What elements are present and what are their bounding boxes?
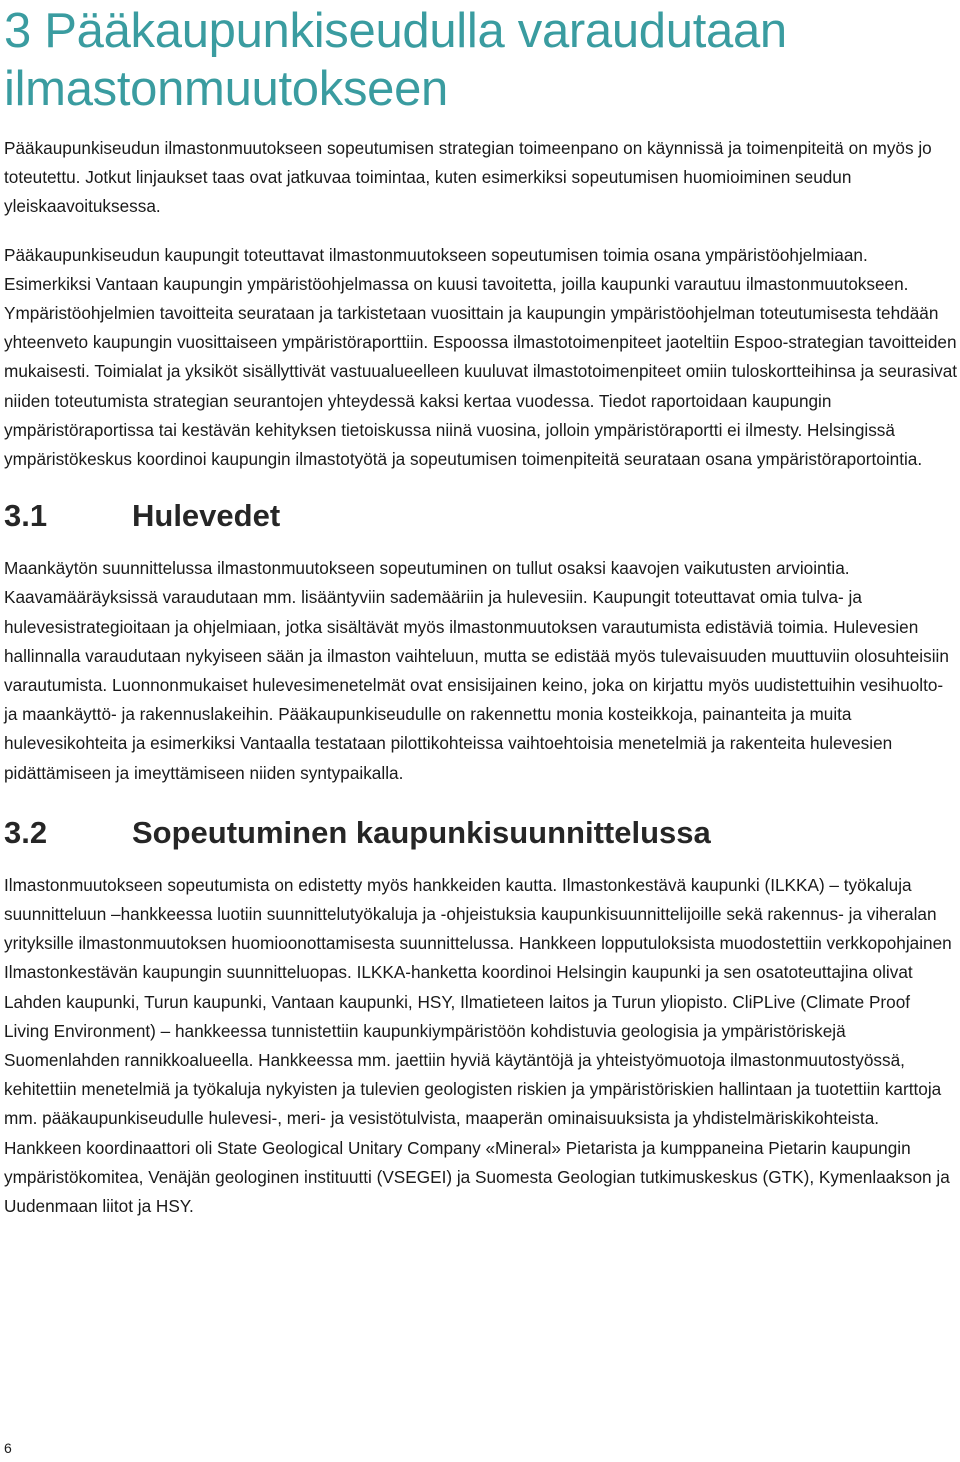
document-page: [4, 0, 958, 1221]
chapter-title: 3 Pääkaupunkiseudulla varaudutaan ilmastonmuutokseen: [4, 4, 787, 116]
section-heading-hulevedet: [4, 496, 958, 536]
section-title: Sopeutuminen kaupunkisuunnittelussa: [132, 814, 711, 850]
section-heading-sopeutuminen: [4, 813, 958, 853]
section-paragraph-hulevedet: Maankäytön suunnittelussa ilmastonmuutokseen sopeutuminen on tullut osaksi kaavojen vaikutusten arviointia. Kaavamääräyksissä varaudutaan mm. lisääntyviin sademääriin ja hulevesiin. Kaupungit toteuttavat omia tulva- ja hulevesistrategioitaan ja ohjelmiaan, jotka sisältävät myös ilmastonmuutoksen varautumista edistäviä toimia. Hulevesien hallinnalla varaudutaan nykyiseen sään ja ilmaston vaihteluun, mutta se edistää myös tulevaisuuden muuttuviin olosuhteisiin varautumista. Luonnonmukaiset hulevesimenetelmät ovat ensisijainen keino, joka on kirjattu myös uudistettuihin vesihuolto- ja maankäyttö- ja rakennuslakeihin. Pääkaupunkiseudulle on rakennettu monia kosteikkoja, painanteita ja muita hulevesikohteita ja esimerkiksi Vantaalla testataan pilottikohteissa vaihtoehtoisia menetelmiä ja rakenteita hulevesien pidättämiseen ja imeyttämiseen niiden syntypaikalla.: [4, 558, 949, 783]
section-title: Hulevedet: [132, 498, 281, 534]
intro-paragraph-1: Pääkaupunkiseudun ilmastonmuutokseen sopeutumisen strategian toimeenpano on käynnissä ja toimenpiteitä on myös jo toteutettu. Jotkut linjaukset taas ovat jatkuvaa toimintaa, kuten esimerkiksi sopeutumisen huomioiminen seudun yleiskaavoituksessa.: [4, 138, 932, 217]
section-number: 3.1: [4, 498, 48, 534]
page-number: 6: [4, 1440, 12, 1456]
section-paragraph-sopeutuminen: Ilmastonmuutokseen sopeutumista on edistetty myös hankkeiden kautta. Ilmastonkestävä kaupunki (ILKKA) – työkaluja suunnitteluun –hankkeessa luotiin suunnittelutyökaluja ja -ohjeistuksia kaupunkisuunnittelijoille sekä rakennus- ja viheralan yrityksille ilmastonmuutoksen huomioonottamisesta suunnittelussa. Hankkeen lopputuloksista muodostettiin verkkopohjainen Ilmastonkestävän kaupungin suunnitteluopas. ILKKA-hanketta koordinoi Helsingin kaupunki ja sen osatoteuttajina olivat Lahden kaupunki, Turun kaupunki, Vantaan kaupunki, HSY, Ilmatieteen laitos ja Turun yliopisto. CliPLive (Climate Proof Living Environment) – hankkeessa tunnistettiin kaupunkiympäristöön kohdistuvia geologisia ja ympäristöriskejä Suomenlahden rannikkoalueella. Hankkeessa mm. jaettiin hyviä käytäntöjä ja yhteistyömuotoja ilmastonmuutostyössä, kehitettiin menetelmiä ja työkaluja nykyisten ja tulevien geologisten riskien ja ympäristöriskien hallintaan ja tuotettiin karttoja mm. pääkaupunkiseudulle hulevesi-, meri- ja vesistötulvista, maaperän ominaisuuksista ja yhdistelmäriskikohteista. Hankkeen koordinaattori oli State Geological Unitary Company «Mineral» Pietarista ja kumppaneina Pietarin kaupungin ympäristökomitea, Venäjän geologinen instituutti (VSEGEI) ja Suomesta Geologian tutkimuskeskus (GTK), Kymenlaakson ja Uudenmaan liitot ja HSY.: [4, 874, 952, 1217]
section-number: 3.2: [4, 814, 48, 850]
intro-paragraph-2: Pääkaupunkiseudun kaupungit toteuttavat ilmastonmuutokseen sopeutumisen toimia osana ympäristöohjelmiaan. Esimerkiksi Vantaan kaupungin ympäristöohjelmassa on kuusi tavoitetta, joilla kaupunki varautuu ilmastonmuutokseen. Ympäristöohjelmien tavoitteita seurataan ja tarkistetaan vuosittain ja kaupungin ympäristöohjelman toteutumisesta tehdään yhteenveto kaupungin vuosittaiseen ympäristöraporttiin. Espoossa ilmastotoimenpiteet jaoteltiin Espoo-strategian tavoitteiden mukaisesti. Toimialat ja yksiköt sisällyttivät vastuualueelleen kuuluvat ilmastotoimenpiteet omiin tuloskortteihinsa ja seurasivat niiden toteutumista strategian seurantojen yhteydessä kaksi kertaa vuodessa. Tiedot raportoidaan kaupungin ympäristöraportissa tai kestävän kehityksen tietoiskussa niinä vuosina, jolloin ympäristöraportti ei ilmesty. Helsingissä ympäristökeskus koordinoi kaupungin ilmastotyötä ja sopeutumisen toimenpiteitä seurataan osana ympäristöraportointia.: [4, 244, 958, 470]
